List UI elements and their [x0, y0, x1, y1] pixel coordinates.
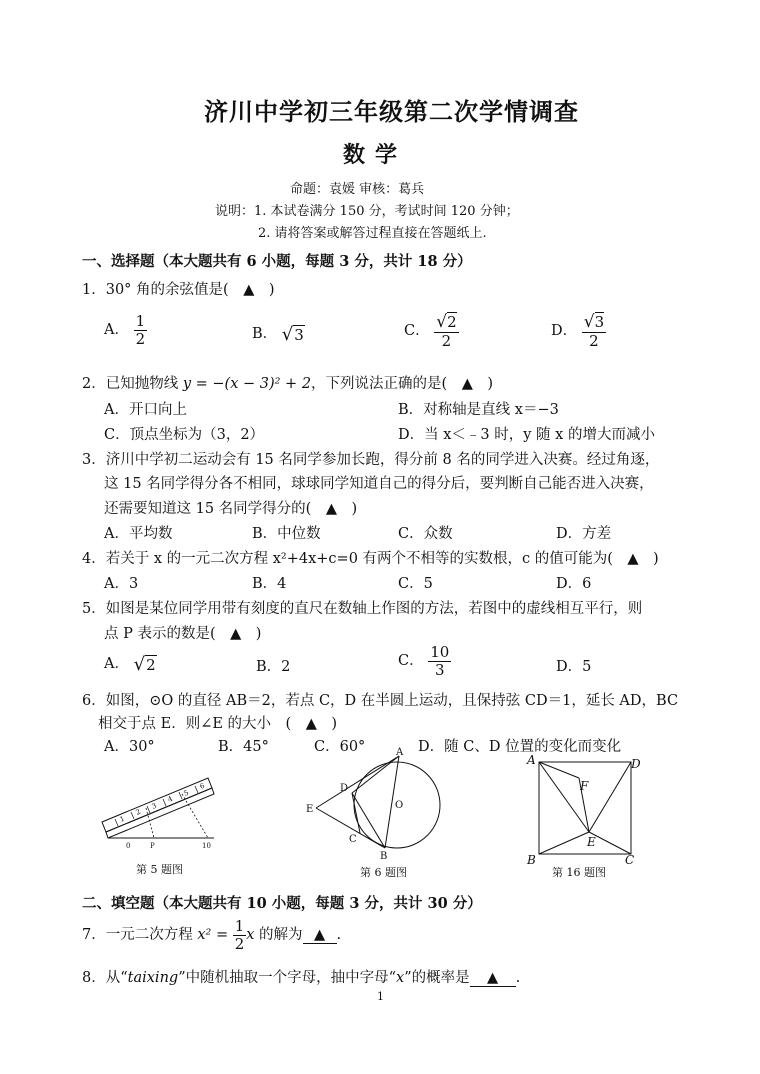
q2-option-b: B．对称轴是直线 x＝−3 — [398, 402, 559, 418]
q7-answer-blank[interactable]: ▲ — [303, 927, 337, 944]
q6-option-c: C．60° — [314, 739, 366, 755]
q5-option-d: D．5 — [556, 659, 592, 675]
q3-option-b: B．中位数 — [252, 526, 321, 542]
figure-5 — [96, 770, 226, 870]
q2-option-c: C．顶点坐标为（3，2） — [104, 427, 265, 443]
axis-label-0: 0 — [126, 842, 131, 850]
q4-stem: 4．若关于 x 的一元二次方程 x²+4x+c=0 有两个不相等的实数根，c 的值可能为( ▲ ) — [82, 551, 659, 567]
subject-title: 数学 — [343, 142, 408, 168]
section-2-heading: 二、填空题（本大题共有 10 小题，每题 3 分，共计 30 分） — [82, 895, 482, 912]
q3-option-d: D．方差 — [556, 526, 612, 542]
q3-line-3: 还需要知道这 15 名同学得分的( ▲ ) — [104, 501, 358, 517]
q5-option-c: C． $\frac{10}{3}$ — [398, 643, 450, 679]
ruler-tick-3: 3 — [150, 801, 158, 811]
segment-ad — [352, 756, 399, 793]
point-e: E — [306, 804, 314, 815]
q4-option-b: B．4 — [252, 576, 287, 592]
q5-option-b: B．2 — [256, 659, 291, 675]
authors-line: 命题：袁媛 审核：葛兵 — [290, 182, 425, 197]
q1-stem: 1．30° 角的余弦值是( ▲ ) — [82, 282, 275, 298]
ruler-tick-4: 4 — [166, 794, 174, 804]
ruler-tick-6: 6 — [198, 781, 206, 791]
line-be — [539, 832, 589, 854]
q2-option-d: D．当 x＜﹣3 时，y 随 x 的增大而减小 — [398, 427, 655, 443]
axis-label-10: 10 — [202, 842, 211, 850]
q5-option-a: A． √2 — [104, 653, 156, 675]
q3-option-a: A．平均数 — [104, 526, 173, 542]
q3-line-1: 3．济川中学初二运动会有 15 名同学参加长跑，得分前 8 名的同学进入决赛。经过角逐， — [82, 452, 660, 468]
page-number: 1 — [377, 990, 384, 1003]
q6-option-a: A．30° — [104, 739, 155, 755]
ruler-tick-1: 1 — [118, 814, 126, 824]
point-c: C — [625, 853, 635, 867]
q2-formula: y = −(x − 3)² + 2 — [182, 376, 312, 392]
figure-16-caption: 第 16 题图 — [552, 866, 606, 879]
line-de — [589, 762, 631, 832]
q7-stem: 7．一元二次方程 x² = $\frac{1}{2}$ x 的解为 ▲ . — [82, 917, 342, 953]
ruler — [102, 778, 214, 838]
q6-line-1: 6．如图，⊙O 的直径 AB＝2，若点 C，D 在半圆上运动，且保持弦 CD＝1，延长 AD，BC — [82, 693, 679, 709]
q3-line-2: 这 15 名同学得分各不相同，球球同学知道自己的得分后，要判断自己能否进入决赛， — [104, 476, 654, 492]
page-title: 济川中学初三年级第二次学情调查 — [204, 97, 579, 126]
q4-option-a: A．3 — [104, 576, 139, 592]
figure-6-caption: 第 6 题图 — [360, 866, 407, 879]
q6-line-2: 相交于点 E．则∠E 的大小 ( ▲ ) — [98, 716, 338, 732]
ruler-tick-5: 5 — [182, 788, 190, 798]
q8-answer-blank[interactable]: ▲ — [470, 970, 516, 987]
figure-6 — [300, 746, 450, 862]
point-b: B — [380, 851, 388, 862]
line-ae — [316, 756, 399, 808]
q5-line-1: 5．如图是某位同学用带有刻度的直尺在数轴上作图的方法，若图中的虚线相互平行，则 — [82, 601, 643, 617]
figure-5-caption: 第 5 题图 — [136, 863, 183, 876]
q2-stem: 2．已知抛物线 y = −(x − 3)² + 2，下列说法正确的是( ▲ ) — [82, 376, 494, 392]
axis-label-p: P — [150, 842, 155, 850]
figure-16 — [525, 752, 643, 868]
note-line-1: 说明：1. 本试卷满分 150 分，考试时间 120 分钟； — [215, 204, 519, 219]
section-1-heading: 一、选择题（本大题共有 6 小题，每题 3 分，共计 18 分） — [82, 253, 472, 270]
point-d: D — [631, 757, 641, 771]
point-f: F — [580, 779, 589, 793]
q4-option-c: C．5 — [398, 576, 433, 592]
q4-option-d: D．6 — [556, 576, 592, 592]
point-b: B — [527, 853, 536, 867]
point-d: D — [340, 783, 349, 794]
point-o: O — [395, 800, 404, 811]
point-a: A — [396, 747, 404, 758]
ruler-tick-2: 2 — [134, 807, 142, 817]
note-line-2: 2. 请将答案或解答过程直接在答题纸上. — [258, 226, 487, 241]
q1-option-a: A． $\frac{1}{2}$ — [104, 312, 146, 348]
point-c: C — [349, 834, 357, 845]
q6-option-b: B．45° — [218, 739, 269, 755]
q1-option-c: C． $\frac{√2}{2}$ — [404, 312, 457, 350]
point-a: A — [527, 753, 536, 767]
q1-option-d: D． $\frac{√3}{2}$ — [551, 312, 605, 350]
q1-option-b: B． √3 — [252, 323, 304, 345]
q3-option-c: C．众数 — [398, 526, 453, 542]
q6-option-d: D．随 C、D 位置的变化而变化 — [418, 739, 622, 755]
q5-line-2: 点 P 表示的数是( ▲ ) — [104, 626, 262, 642]
q8-stem: 8．从“taixing”中随机抽取一个字母，抽中字母“x”的概率是 ▲ . — [82, 970, 521, 986]
q2-option-a: A．开口向上 — [104, 402, 187, 418]
point-e: E — [587, 835, 596, 849]
